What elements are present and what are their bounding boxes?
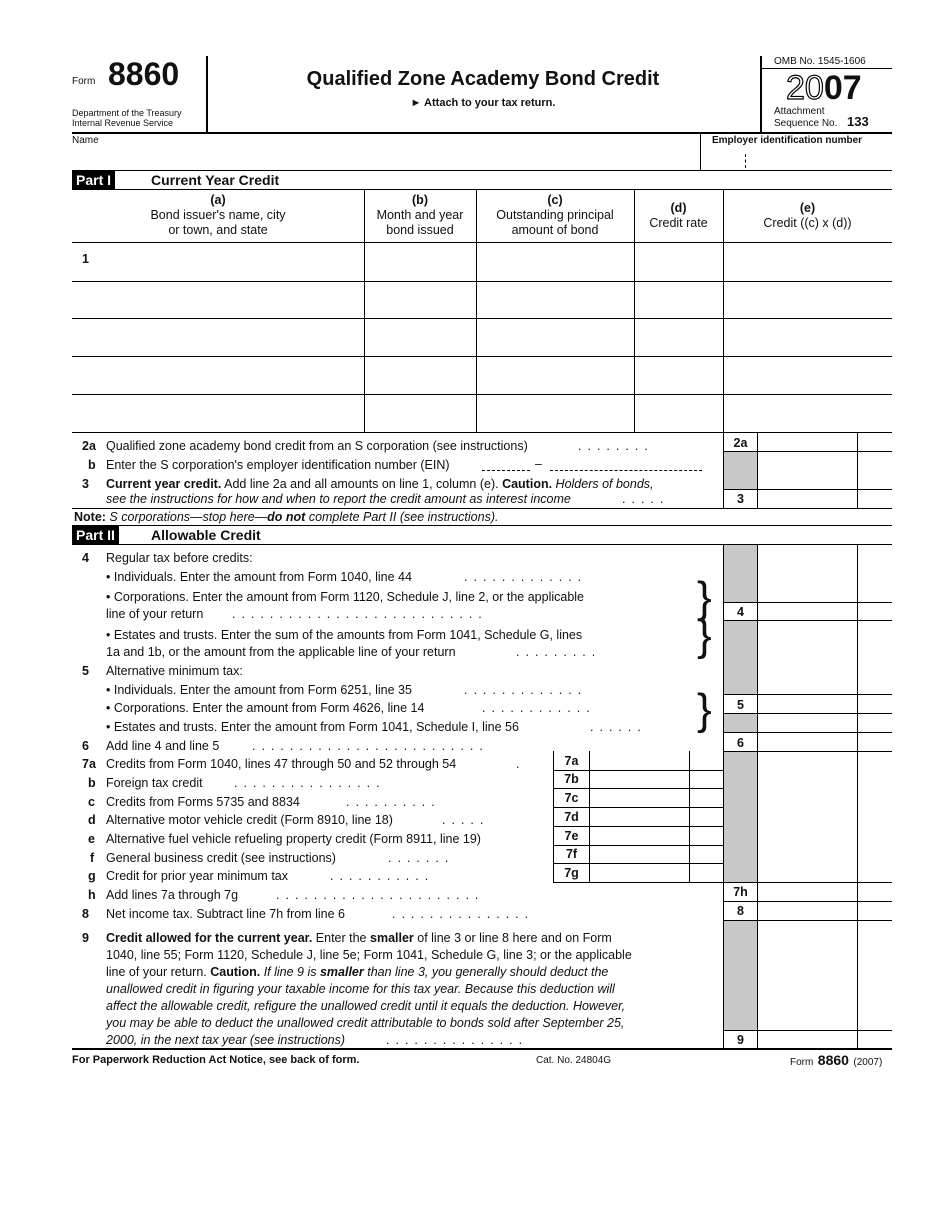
- line-6-number: 6: [82, 739, 89, 753]
- line-9-text-3: line of your return. Caution. If line 9 is smaller than line 3, you generally should deduct the: [106, 965, 609, 979]
- col-b-header: (b) Month and year bond issued: [376, 193, 464, 237]
- s-corp-note: Note: S corporations—stop here—do not complete Part II (see instructions).: [74, 510, 499, 524]
- line-7a-amount[interactable]: [590, 752, 688, 769]
- line-3-number: 3: [82, 477, 89, 491]
- attach-instruction: ► Attach to your tax return.: [410, 97, 556, 109]
- line-6-amount[interactable]: [758, 733, 856, 750]
- col-a-header: (a) Bond issuer's name, city or town, and state: [150, 193, 286, 237]
- line-4-box: 4: [737, 605, 744, 619]
- line-3-text: Current year credit. Add line 2a and all amounts on line 1, column (e). Caution. Holders of bonds,: [106, 477, 654, 491]
- line-7b-number: b: [88, 776, 96, 790]
- part1-label: Part I: [72, 171, 115, 189]
- line-2a-text: Qualified zone academy bond credit from an S corporation (see instructions): [106, 439, 528, 453]
- bond-row[interactable]: [74, 358, 362, 392]
- col-e-header: (e) Credit ((c) x (d)): [763, 201, 852, 230]
- line-9-text-4: unallowed credit in figuring your taxable income for this tax year. Because this deduction will: [106, 982, 615, 996]
- year-prefix: 20: [786, 69, 824, 107]
- line-2a-box: 2a: [733, 436, 748, 450]
- catalog-number: Cat. No. 24804G: [536, 1055, 612, 1066]
- form-number: 8860: [108, 56, 180, 92]
- sequence-label: Sequence No.: [774, 118, 838, 129]
- line-8-box: 8: [737, 904, 744, 918]
- ein-field[interactable]: [704, 150, 890, 168]
- line-4-brace: }: [697, 611, 712, 660]
- line-4-estates-2: 1a and 1b, or the amount from the applicable line of your return: [106, 645, 456, 659]
- form-title: Qualified Zone Academy Bond Credit: [306, 68, 660, 90]
- line-7g-number: g: [88, 869, 96, 883]
- attachment-label: Attachment: [774, 106, 825, 117]
- bond-row[interactable]: [74, 283, 362, 317]
- line-8-number: 8: [82, 907, 89, 921]
- dept-line2: Internal Revenue Service: [72, 118, 174, 128]
- line-7h-number: h: [88, 888, 96, 902]
- line-7d-amount[interactable]: [590, 808, 688, 825]
- line-5-box: 5: [737, 698, 744, 712]
- bond-row[interactable]: [74, 396, 362, 430]
- sequence-number: 133: [847, 114, 869, 129]
- line-5-number: 5: [82, 664, 89, 678]
- paperwork-notice: For Paperwork Reduction Act Notice, see back of form.: [72, 1054, 360, 1066]
- line-5-individuals: • Individuals. Enter the amount from Form 6251, line 35: [106, 683, 412, 697]
- col-d-header: (d) Credit rate: [649, 201, 708, 230]
- name-field[interactable]: [72, 148, 700, 168]
- line-8-amount[interactable]: [758, 902, 856, 919]
- line-7g-box: 7g: [564, 866, 579, 880]
- line-7f-amount[interactable]: [590, 846, 688, 862]
- footer-form-id: Form 8860 (2007): [790, 1052, 883, 1068]
- line-7g-text: Credit for prior year minimum tax: [106, 869, 288, 883]
- line-7b-box: 7b: [564, 772, 579, 786]
- part1-title: Current Year Credit: [151, 172, 280, 188]
- line-7f-box: 7f: [565, 847, 578, 861]
- omb-number: OMB No. 1545-1606: [774, 56, 866, 67]
- line-9-text: Credit allowed for the current year. Enter the smaller of line 3 or line 8 here and on Form: [106, 931, 612, 945]
- line-7d-text: Alternative motor vehicle credit (Form 8910, line 18): [106, 813, 393, 827]
- line-7h-text: Add lines 7a through 7g: [106, 888, 239, 902]
- line-9-box: 9: [737, 1033, 744, 1047]
- line-4-individuals: • Individuals. Enter the amount from Form 1040, line 44: [106, 570, 412, 584]
- line-7a-number: 7a: [82, 757, 96, 771]
- line-9-text-6: you may be able to deduct the unallowed credit attributable to bonds sold after September 25,: [106, 1016, 625, 1030]
- line-7b-amount[interactable]: [590, 771, 688, 787]
- bond-row[interactable]: [100, 244, 362, 280]
- line-7c-number: c: [88, 795, 95, 809]
- line-5-estates: • Estates and trusts. Enter the amount from Form 1041, Schedule I, line 56: [106, 720, 519, 734]
- line-3-text-2: see the instructions for how and when to report the credit amount as interest income: [106, 492, 571, 506]
- line-7c-box: 7c: [564, 791, 579, 805]
- line-4-number: 4: [82, 551, 89, 565]
- line-7c-amount[interactable]: [590, 789, 688, 806]
- line-4-estates: • Estates and trusts. Enter the sum of the amounts from Form 1041, Schedule G, lines: [106, 628, 583, 642]
- line-5-corporations: • Corporations. Enter the amount from Form 4626, line 14: [106, 701, 425, 715]
- line-7e-box: 7e: [564, 829, 579, 843]
- line-5-text: Alternative minimum tax:: [106, 664, 243, 678]
- line-7g-amount[interactable]: [590, 864, 688, 881]
- bond-row[interactable]: [74, 320, 362, 354]
- line-4-amount[interactable]: [758, 603, 856, 619]
- line-9-text-2: 1040, line 55; Form 1120, Schedule J, line 5e; Form 1041, Schedule G, line 3; or the applicable: [106, 948, 632, 962]
- line-5-brace: }: [697, 685, 712, 734]
- line-9-number: 9: [82, 931, 89, 945]
- line-2a-amount[interactable]: [758, 433, 856, 450]
- line-3-box: 3: [737, 492, 744, 506]
- line-4-corporations: • Corporations. Enter the amount from Form 1120, Schedule J, line 2, or the applicable: [106, 590, 585, 604]
- line-7a-text: Credits from Form 1040, lines 47 through 50 and 52 through 54: [106, 757, 457, 771]
- line-7f-number: f: [90, 851, 95, 865]
- line-9-text-7: 2000, in the next tax year (see instructions): [106, 1033, 346, 1047]
- line-7h-amount[interactable]: [758, 883, 856, 900]
- part2-label: Part II: [72, 526, 119, 544]
- form-label: Form: [72, 76, 96, 87]
- line-7d-box: 7d: [564, 810, 579, 824]
- part2-title: Allowable Credit: [151, 527, 261, 543]
- name-label: Name: [72, 135, 99, 146]
- line-7f-text: General business credit (see instructions): [106, 851, 336, 865]
- line-1-number: 1: [82, 252, 89, 266]
- col-c-header: (c) Outstanding principal amount of bond: [496, 193, 614, 237]
- tax-year: [786, 68, 862, 108]
- line-8-text: Net income tax. Subtract line 7h from line 6: [106, 907, 346, 921]
- line-7e-amount[interactable]: [590, 827, 688, 844]
- line-7b-text: Foreign tax credit: [106, 776, 203, 790]
- line-7d-number: d: [88, 813, 96, 827]
- line-9-text-5: affect the allowable credit, refigure the unallowed credit until it equals the deduction. However,: [106, 999, 626, 1013]
- line-7e-text: Alternative fuel vehicle refueling property credit (Form 8911, line 19): [106, 832, 481, 846]
- line-2b-text: Enter the S corporation's employer identification number (EIN): [106, 458, 450, 472]
- line-7e-number: e: [88, 832, 95, 846]
- line-6-text: Add line 4 and line 5: [106, 739, 220, 753]
- line-9-amount[interactable]: [758, 1031, 856, 1047]
- line-4-corporations-2: line of your return: [106, 607, 204, 621]
- line-2b-number: b: [88, 458, 96, 472]
- line-7a-box: 7a: [564, 754, 579, 768]
- line-4-text: Regular tax before credits:: [106, 551, 253, 565]
- line-4-brace: }: [697, 573, 712, 622]
- line-3-amount[interactable]: [758, 490, 856, 507]
- line-6-box: 6: [737, 736, 744, 750]
- line-5-amount[interactable]: [758, 695, 856, 712]
- line-7h-box: 7h: [733, 885, 748, 899]
- year-suffix: 07: [823, 69, 862, 107]
- dept-line1: Department of the Treasury: [72, 108, 182, 118]
- line-2b-ein-input[interactable]: [482, 456, 702, 471]
- ein-label: Employer identification number: [712, 135, 863, 146]
- line-2a-number: 2a: [82, 439, 96, 453]
- line-7c-text: Credits from Forms 5735 and 8834: [106, 795, 300, 809]
